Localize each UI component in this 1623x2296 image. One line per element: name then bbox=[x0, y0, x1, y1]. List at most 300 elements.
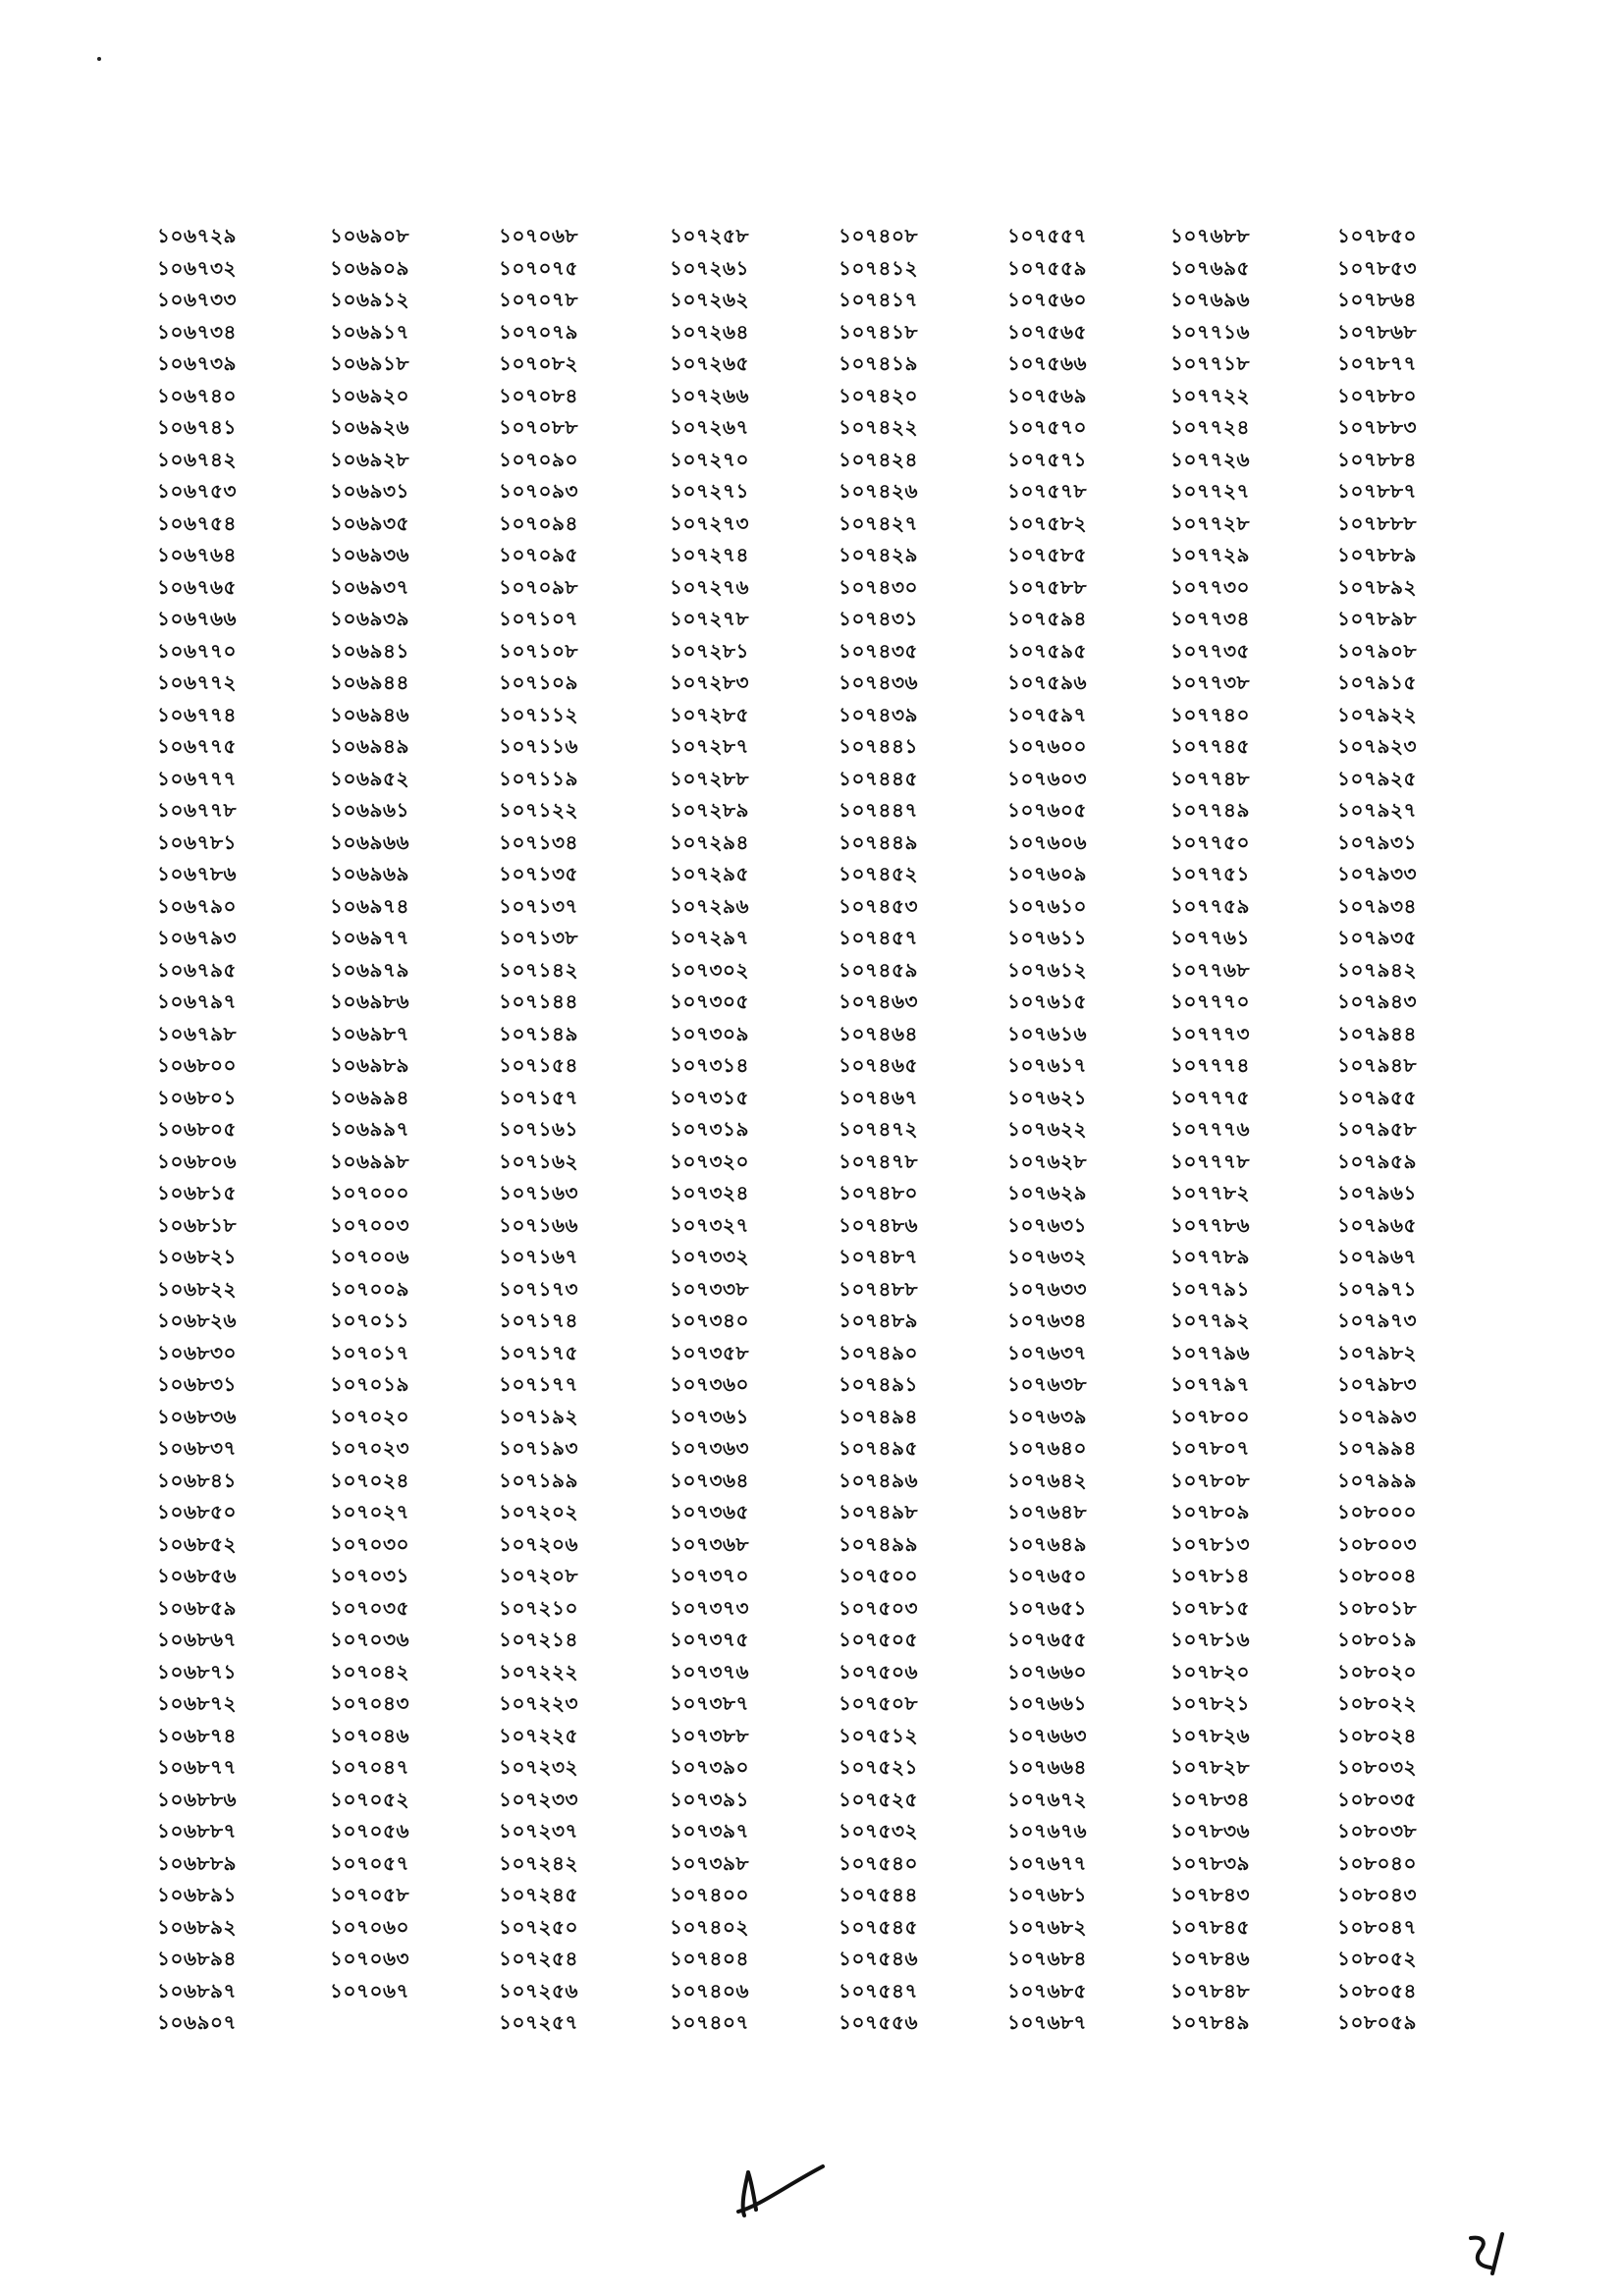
roll-number-cell: ১০৭৬৩২ bbox=[1007, 1245, 1087, 1268]
roll-number-cell: ১০৭৬২৮ bbox=[1007, 1148, 1087, 1173]
roll-number-cell: ১০৭৯৬৫ bbox=[1337, 1212, 1417, 1237]
roll-number-cell: ১০৭০২৪ bbox=[330, 1468, 409, 1492]
roll-number-cell: ১০৭৮২১ bbox=[1170, 1691, 1250, 1715]
roll-number-cell: ১০৭৫০০ bbox=[839, 1564, 918, 1587]
roll-number-cell: ১০৭৮৭৭ bbox=[1337, 351, 1417, 375]
roll-number-cell: ১০৬৮৩৭ bbox=[157, 1436, 237, 1460]
roll-number-cell: ১০৭৯৯৩ bbox=[1337, 1404, 1417, 1428]
roll-number-cell: ১০৬৮৩৬ bbox=[157, 1404, 237, 1428]
roll-number-cell: ১০৬৮৭৭ bbox=[157, 1755, 237, 1779]
roll-number-cell: ১০৭৪১৭ bbox=[839, 288, 918, 311]
roll-number-cell: ১০৭৫৪৪ bbox=[839, 1883, 918, 1906]
roll-number-cell: ১০৭৯৪৪ bbox=[1337, 1021, 1417, 1045]
roll-number-cell: ১০৭৬৪৯ bbox=[1007, 1531, 1087, 1556]
roll-number-cell: ১০৭৯৩১ bbox=[1337, 829, 1417, 854]
roll-number-cell: ১০৬৭৯০ bbox=[157, 893, 237, 918]
column-5 bbox=[817, 220, 984, 2039]
roll-number-cell: ১০৭৯৯৯ bbox=[1337, 1468, 1417, 1492]
roll-number-cell: ১০৭৬৪২ bbox=[1007, 1468, 1087, 1492]
roll-number-cell: ১০৭২৬১ bbox=[670, 255, 749, 280]
roll-number-cell: ১০৭০০৬ bbox=[330, 1245, 409, 1268]
roll-number-cell: ১০৭১৫৭ bbox=[499, 1085, 578, 1109]
roll-number-cell: ১০৭৬৮১ bbox=[1007, 1883, 1087, 1906]
roll-number-cell: ১০৭৬৯৬ bbox=[1170, 288, 1250, 311]
roll-number-cell: ১০৭৬১০ bbox=[1007, 893, 1087, 918]
roll-number-cell: ১০৭৭৯২ bbox=[1170, 1308, 1250, 1332]
roll-number-cell: ১০৬৮৫৯ bbox=[157, 1595, 237, 1620]
column-6 bbox=[984, 220, 1151, 2039]
roll-number-cell: ১০৭১০৭ bbox=[499, 607, 578, 630]
roll-number-cell: ১০৭৫৯৭ bbox=[1007, 702, 1087, 726]
roll-number-cell: ১০৭৮২৮ bbox=[1170, 1755, 1250, 1779]
roll-number-cell: ১০৭৪৮৯ bbox=[839, 1308, 918, 1332]
roll-number-cell: ১০৭১৭৪ bbox=[499, 1308, 578, 1332]
roll-number-cell: ১০৬৭৭৫ bbox=[157, 734, 237, 758]
roll-number-cell: ১০৬৯৩১ bbox=[330, 479, 409, 503]
roll-number-cell: ১০৭৮০৭ bbox=[1170, 1436, 1250, 1460]
roll-number-cell: ১০৬৯৪১ bbox=[330, 638, 409, 663]
roll-number-cell: ১০৭০৭৮ bbox=[499, 288, 578, 311]
roll-number-cell: ১০৭৬৩৩ bbox=[1007, 1276, 1087, 1301]
roll-number-cell: ১০৭২৮৩ bbox=[670, 670, 749, 694]
roll-number-cell: ১০৭৬৩৪ bbox=[1007, 1308, 1087, 1332]
roll-number-cell: ১০৭৯১৫ bbox=[1337, 670, 1417, 694]
roll-number-cell: ১০৭৭৪৮ bbox=[1170, 766, 1250, 790]
roll-number-cell: ১০৭৩৯৮ bbox=[670, 1850, 749, 1875]
roll-number-cell: ১০৭৬০৯ bbox=[1007, 862, 1087, 885]
roll-number-cell: ১০৭৪৩৯ bbox=[839, 702, 918, 726]
roll-number-cell: ১০৬৭৯৮ bbox=[157, 1021, 237, 1045]
roll-number-cell: ১০৭৯৬১ bbox=[1337, 1181, 1417, 1204]
roll-number-cell: ১০৭৬২৯ bbox=[1007, 1181, 1087, 1204]
roll-number-cell: ১০৬৮০১ bbox=[157, 1085, 237, 1109]
roll-number-cell: ১০৭২৮৮ bbox=[670, 766, 749, 790]
roll-number-cell: ১০৭৩৭০ bbox=[670, 1564, 749, 1587]
roll-number-cell: ১০৭৫০৮ bbox=[839, 1691, 918, 1715]
roll-number-cell: ১০৬৮৯৭ bbox=[157, 1978, 237, 2002]
roll-number-cell: ১০৭২৭৮ bbox=[670, 607, 749, 630]
roll-number-cell: ১০৭০৯০ bbox=[499, 447, 578, 471]
roll-number-cell: ১০৬৮৫৬ bbox=[157, 1564, 237, 1587]
roll-number-cell: ১০৭২৫৬ bbox=[499, 1978, 578, 2002]
roll-number-cell: ১০৬৯১৮ bbox=[330, 351, 409, 375]
roll-number-cell: ১০৭৫৯৬ bbox=[1007, 670, 1087, 694]
roll-number-cell: ১০৭৯২২ bbox=[1337, 702, 1417, 726]
roll-number-cell: ১০৭৬৩৯ bbox=[1007, 1404, 1087, 1428]
roll-number-cell: ১০৭২৫৭ bbox=[499, 2010, 578, 2034]
roll-number-cell: ১০৭৬৩৮ bbox=[1007, 1372, 1087, 1396]
roll-number-cell: ১০৬৯৩৭ bbox=[330, 574, 409, 599]
roll-number-cell: ১০৭৮৬৪ bbox=[1337, 288, 1417, 311]
roll-number-cell: ১০৭১১৬ bbox=[499, 734, 578, 758]
roll-number-cell: ১০৬৯৩৯ bbox=[330, 607, 409, 630]
roll-number-cell: ১০৭৪৯৪ bbox=[839, 1404, 918, 1428]
roll-number-cell: ১০৭১৩৪ bbox=[499, 829, 578, 854]
roll-number-cell: ১০৭৮৯২ bbox=[1337, 574, 1417, 599]
roll-number-cell: ১০৬৮৪১ bbox=[157, 1468, 237, 1492]
roll-number-cell: ১০৬৮৭২ bbox=[157, 1691, 237, 1715]
roll-number-cell: ১০৭৮৪৯ bbox=[1170, 2010, 1250, 2034]
roll-number-cell: ১০৮০৫৯ bbox=[1337, 2010, 1417, 2034]
roll-number-cell: ১০৭৫২৫ bbox=[839, 1787, 918, 1811]
roll-number-cell: ১০৭৬৯৫ bbox=[1170, 255, 1250, 280]
column-8 bbox=[1318, 220, 1485, 2039]
roll-number-cell: ১০৭০৬৭ bbox=[330, 1978, 409, 2002]
page-number-mark bbox=[1463, 2228, 1532, 2277]
roll-number-cell: ১০৭৯৮৩ bbox=[1337, 1372, 1417, 1396]
roll-number-cell: ১০৭৭৪৫ bbox=[1170, 734, 1250, 758]
roll-number-cell: ১০৭০২৭ bbox=[330, 1500, 409, 1523]
roll-number-cell: ১০৭৭৮৬ bbox=[1170, 1212, 1250, 1237]
roll-number-cell: ১০৭০৪৬ bbox=[330, 1723, 409, 1747]
roll-number-cell: ১০৭৭৫০ bbox=[1170, 829, 1250, 854]
roll-number-cell: ১০৬৭৮৬ bbox=[157, 862, 237, 885]
roll-number-cell: ১০৭২৮১ bbox=[670, 638, 749, 663]
roll-number-cell: ১০৬৭৬৪ bbox=[157, 543, 237, 566]
roll-number-cell: ১০৭৬৮২ bbox=[1007, 1914, 1087, 1939]
roll-number-cell: ১০৭৭৭৫ bbox=[1170, 1085, 1250, 1109]
roll-number-cell: ১০৭৭৩৫ bbox=[1170, 638, 1250, 663]
roll-number-cell: ১০৭১৬১ bbox=[499, 1117, 578, 1141]
roll-number-cell: ১০৮০৩২ bbox=[1337, 1755, 1417, 1779]
roll-number-cell: ১০৭৯২৩ bbox=[1337, 734, 1417, 758]
roll-number-cell: ১০৭২৭৩ bbox=[670, 510, 749, 535]
column-2 bbox=[316, 220, 483, 2039]
roll-number-cell: ১০৭৮৪৫ bbox=[1170, 1914, 1250, 1939]
roll-number-cell: ১০৭৮২০ bbox=[1170, 1659, 1250, 1683]
roll-number-cell: ১০৭৬৮৮ bbox=[1170, 224, 1250, 247]
roll-number-cell: ১০৭৭৭০ bbox=[1170, 989, 1250, 1013]
roll-number-cell: ১০৭৯৩৫ bbox=[1337, 926, 1417, 949]
roll-number-cell: ১০৬৯৫২ bbox=[330, 766, 409, 790]
roll-number-cell: ১০৬৮৮৭ bbox=[157, 1819, 237, 1842]
roll-number-cell: ১০৭৩৭৩ bbox=[670, 1595, 749, 1620]
roll-number-cell: ১০৭৪০০ bbox=[670, 1883, 749, 1906]
roll-number-cell: ১০৭৮৮৯ bbox=[1337, 543, 1417, 566]
roll-number-cell: ১০৭১৬২ bbox=[499, 1148, 578, 1173]
roll-number-cell: ১০৭০৩০ bbox=[330, 1531, 409, 1556]
roll-number-cell: ১০৭৪৯৬ bbox=[839, 1468, 918, 1492]
roll-number-cell: ১০৭৪৭২ bbox=[839, 1117, 918, 1141]
roll-number-cell: ১০৬৭৫৩ bbox=[157, 479, 237, 503]
roll-number-cell: ১০৭০১৭ bbox=[330, 1340, 409, 1364]
roll-number-cell: ১০৭২৬৭ bbox=[670, 415, 749, 439]
roll-number-cell: ১০৬৯১২ bbox=[330, 288, 409, 311]
roll-number-cell: ১০৭৩৬৪ bbox=[670, 1468, 749, 1492]
roll-number-cell: ১০৭৪৮৮ bbox=[839, 1276, 918, 1301]
roll-number-cell: ১০৭০৩১ bbox=[330, 1564, 409, 1587]
roll-number-cell: ১০৭৬২২ bbox=[1007, 1117, 1087, 1141]
roll-number-cell: ১০৬৭৭২ bbox=[157, 670, 237, 694]
roll-number-cell: ১০৭৩২৭ bbox=[670, 1212, 749, 1237]
roll-number-cell: ১০৭৮৮০ bbox=[1337, 383, 1417, 407]
roll-number-cell: ১০৭৫৭৮ bbox=[1007, 479, 1087, 503]
roll-number-cell: ১০৭২৬৬ bbox=[670, 383, 749, 407]
roll-number-cell: ১০৭৭৭৬ bbox=[1170, 1117, 1250, 1141]
roll-number-cell: ১০৭৪০৮ bbox=[839, 224, 918, 247]
roll-number-cell: ১০৭৩২০ bbox=[670, 1148, 749, 1173]
roll-number-cell: ১০৭৮০০ bbox=[1170, 1404, 1250, 1428]
roll-number-cell: ১০৭৭৮২ bbox=[1170, 1181, 1250, 1204]
roll-number-cell: ১০৭৮৯৮ bbox=[1337, 607, 1417, 630]
roll-number-cell: ১০৭০৫৬ bbox=[330, 1819, 409, 1842]
roll-number-cell: ১০৭৭৯১ bbox=[1170, 1276, 1250, 1301]
roll-number-cell: ১০৭৯৫৮ bbox=[1337, 1117, 1417, 1141]
roll-number-cell: ১০৭৪৯১ bbox=[839, 1372, 918, 1396]
roll-number-cell: ১০৭৪৯৮ bbox=[839, 1500, 918, 1523]
roll-number-cell: ১০৭৬৪০ bbox=[1007, 1436, 1087, 1460]
roll-number-cell: ১০৭৭৩৪ bbox=[1170, 607, 1250, 630]
roll-number-cell: ১০৭৪৮৭ bbox=[839, 1245, 918, 1268]
roll-number-cell: ১০৭৭৯৭ bbox=[1170, 1372, 1250, 1396]
roll-number-cell: ১০৭৫৪৭ bbox=[839, 1978, 918, 2002]
roll-number-cell: ১০৭৩০৯ bbox=[670, 1021, 749, 1045]
roll-number-cell: ১০৭৭২৭ bbox=[1170, 479, 1250, 503]
roll-number-cell: ১০৬৭৬৬ bbox=[157, 607, 237, 630]
roll-number-cell: ১০৭০১৯ bbox=[330, 1372, 409, 1396]
roll-number-cell: ১০৭৪৯৫ bbox=[839, 1436, 918, 1460]
roll-number-cell: ১০৭৭৬১ bbox=[1170, 926, 1250, 949]
scan-speck bbox=[97, 57, 101, 61]
roll-number-cell: ১০৭৯৩৪ bbox=[1337, 893, 1417, 918]
roll-number-cell: ১০৭৮৩৪ bbox=[1170, 1787, 1250, 1811]
roll-number-cell: ১০৭৪১২ bbox=[839, 255, 918, 280]
roll-number-cell: ১০৬৯০৮ bbox=[330, 224, 409, 247]
roll-number-cell: ১০৭৬০৩ bbox=[1007, 766, 1087, 790]
roll-number-cell: ১০৬৯৭৭ bbox=[330, 926, 409, 949]
roll-number-cell: ১০৭৯৯৪ bbox=[1337, 1436, 1417, 1460]
roll-number-cell: ১০৭৮৩৯ bbox=[1170, 1850, 1250, 1875]
roll-number-cell: ১০৭৮১৬ bbox=[1170, 1628, 1250, 1651]
roll-number-cell: ১০৭৭২৬ bbox=[1170, 447, 1250, 471]
roll-number-cell: ১০৭৫০৩ bbox=[839, 1595, 918, 1620]
roll-number-cell: ১০৭৩৬১ bbox=[670, 1404, 749, 1428]
roll-number-cell: ১০৬৮৯২ bbox=[157, 1914, 237, 1939]
roll-number-cell: ১০৮০৫৪ bbox=[1337, 1978, 1417, 2002]
roll-number-cell: ১০৭৯৫৫ bbox=[1337, 1085, 1417, 1109]
roll-number-cell: ১০৭৫৯৫ bbox=[1007, 638, 1087, 663]
roll-number-cell: ১০৭৪৭৮ bbox=[839, 1148, 918, 1173]
roll-number-cell: ১০৬৭৬৫ bbox=[157, 574, 237, 599]
roll-number-cell: ১০৭৪৫৯ bbox=[839, 957, 918, 982]
roll-number-cell: ১০৭৪৪১ bbox=[839, 734, 918, 758]
roll-number-cell: ১০৭০৩৫ bbox=[330, 1595, 409, 1620]
handwritten-signature bbox=[727, 2155, 835, 2223]
roll-number-cell: ১০৭৪২৪ bbox=[839, 447, 918, 471]
roll-number-cell: ১০৬৯২০ bbox=[330, 383, 409, 407]
roll-number-cell: ১০৭৫৬০ bbox=[1007, 288, 1087, 311]
roll-number-cell: ১০৭৭২৯ bbox=[1170, 543, 1250, 566]
roll-number-cell: ১০৭২৪৫ bbox=[499, 1883, 578, 1906]
roll-number-cell: ১০৭১৩৫ bbox=[499, 862, 578, 885]
roll-number-cell: ১০৭৩৭৬ bbox=[670, 1659, 749, 1683]
roll-number-cell: ১০৭৫৯৪ bbox=[1007, 607, 1087, 630]
roll-number-cell: ১০৭২৭১ bbox=[670, 479, 749, 503]
roll-number-cell: ১০৭৬৩৭ bbox=[1007, 1340, 1087, 1364]
roll-number-cell: ১০৭০৭৯ bbox=[499, 319, 578, 344]
roll-number-cell: ১০৭২২২ bbox=[499, 1659, 578, 1683]
roll-number-cell: ১০৭২৮৯ bbox=[670, 798, 749, 822]
roll-number-cell: ১০৭৭৫৯ bbox=[1170, 893, 1250, 918]
roll-number-cell: ১০৭৬৮৭ bbox=[1007, 2010, 1087, 2034]
roll-number-cell: ১০৭০৭৫ bbox=[499, 255, 578, 280]
roll-number-cell: ১০৭৩৯০ bbox=[670, 1755, 749, 1779]
roll-number-cell: ১০৭৬১৫ bbox=[1007, 989, 1087, 1013]
roll-number-cell: ১০৮০০৩ bbox=[1337, 1531, 1417, 1556]
roll-number-cell: ১০৬৯৪৯ bbox=[330, 734, 409, 758]
roll-number-cell: ১০৭০৪২ bbox=[330, 1659, 409, 1683]
roll-number-cell: ১০৭১২২ bbox=[499, 798, 578, 822]
roll-number-cell: ১০৭২৫০ bbox=[499, 1914, 578, 1939]
roll-number-cell: ১০৭২৮৫ bbox=[670, 702, 749, 726]
roll-number-cell: ১০৭০৬০ bbox=[330, 1914, 409, 1939]
roll-number-cell: ১০৭০০৯ bbox=[330, 1276, 409, 1301]
roll-number-cell: ১০৭৬২১ bbox=[1007, 1085, 1087, 1109]
roll-number-cell: ১০৭৭৫১ bbox=[1170, 862, 1250, 885]
roll-number-cell: ১০৭৮৪৬ bbox=[1170, 1947, 1250, 1970]
roll-number-cell: ১০৭৬৫১ bbox=[1007, 1595, 1087, 1620]
roll-number-cell: ১০৭২৩৭ bbox=[499, 1819, 578, 1842]
roll-number-cell: ১০৬৯৪৪ bbox=[330, 670, 409, 694]
roll-number-cell: ১০৭৪৩১ bbox=[839, 607, 918, 630]
roll-number-cell: ১০৭৮৩৬ bbox=[1170, 1819, 1250, 1842]
roll-number-cell: ১০৭৫৬৬ bbox=[1007, 351, 1087, 375]
roll-number-cell: ১০৮০২৪ bbox=[1337, 1723, 1417, 1747]
roll-number-cell: ১০৬৭৯৩ bbox=[157, 926, 237, 949]
roll-number-cell: ১০৭১৬৬ bbox=[499, 1212, 578, 1237]
roll-number-cell: ১০৭২৫৮ bbox=[670, 224, 749, 247]
roll-number-cell: ১০৭৪১৮ bbox=[839, 319, 918, 344]
roll-number-cell: ১০৭৭৪০ bbox=[1170, 702, 1250, 726]
roll-number-cell: ১০৬৭৮১ bbox=[157, 829, 237, 854]
roll-number-cell: ১০৬৭৪২ bbox=[157, 447, 237, 471]
column-7 bbox=[1151, 220, 1318, 2039]
roll-number-cell: ১০৭৫০৫ bbox=[839, 1628, 918, 1651]
roll-number-cell: ১০৭১৯৯ bbox=[499, 1468, 578, 1492]
roll-number-cell: ১০৬৭৩২ bbox=[157, 255, 237, 280]
roll-number-cell: ১০৭০৫৭ bbox=[330, 1850, 409, 1875]
roll-number-cell: ১০৭৩৮৮ bbox=[670, 1723, 749, 1747]
roll-number-cell: ১০৭০৮২ bbox=[499, 351, 578, 375]
roll-number-cell: ১০৭৭২৪ bbox=[1170, 415, 1250, 439]
roll-number-cell: ১০৬৯৮৬ bbox=[330, 989, 409, 1013]
roll-number-cell: ১০৭০৪৩ bbox=[330, 1691, 409, 1715]
roll-number-cell: ১০৭০৮৮ bbox=[499, 415, 578, 439]
roll-number-cell: ১০৭৪৫৩ bbox=[839, 893, 918, 918]
roll-number-cell: ১০৭৫৬৯ bbox=[1007, 383, 1087, 407]
roll-number-cell: ১০৭৫০৬ bbox=[839, 1659, 918, 1683]
roll-number-cell: ১০৭১৬৩ bbox=[499, 1181, 578, 1204]
roll-number-cell: ১০৭৪২৭ bbox=[839, 510, 918, 535]
roll-number-cell: ১০৮০৪৭ bbox=[1337, 1914, 1417, 1939]
roll-number-cell: ১০৭২৯৪ bbox=[670, 829, 749, 854]
roll-number-cell: ১০৭৫৫৯ bbox=[1007, 255, 1087, 280]
roll-number-cell: ১০৭৬৬৩ bbox=[1007, 1723, 1087, 1747]
roll-number-cell: ১০৭১৯৩ bbox=[499, 1436, 578, 1460]
roll-number-cell: ১০৬৭৩৩ bbox=[157, 288, 237, 311]
roll-number-cell: ১০৭৭১৬ bbox=[1170, 319, 1250, 344]
roll-number-cell: ১০৭৮০৮ bbox=[1170, 1468, 1250, 1492]
roll-number-cell: ১০৭৯৪৩ bbox=[1337, 989, 1417, 1013]
roll-number-cell: ১০৬৭৪১ bbox=[157, 415, 237, 439]
roll-number-cell: ১০৬৯০৭ bbox=[157, 2010, 237, 2034]
roll-number-cell: ১০৭২২৩ bbox=[499, 1691, 578, 1715]
roll-number-cell: ১০৭৮১৪ bbox=[1170, 1564, 1250, 1587]
roll-number-cell: ১০৭৮৪৩ bbox=[1170, 1883, 1250, 1906]
roll-number-cell: ১০৭৫৮২ bbox=[1007, 510, 1087, 535]
roll-number-cell: ১০৭০৯৪ bbox=[499, 510, 578, 535]
roll-number-cell: ১০৮০২০ bbox=[1337, 1659, 1417, 1683]
roll-number-cell: ১০৭৩৬৩ bbox=[670, 1436, 749, 1460]
roll-number-cell: ১০৭৮২৬ bbox=[1170, 1723, 1250, 1747]
roll-number-cell: ১০৬৮৩০ bbox=[157, 1340, 237, 1364]
roll-number-cell: ১০৭৬৭৬ bbox=[1007, 1819, 1087, 1842]
roll-number-cell: ১০৭৭৯৬ bbox=[1170, 1340, 1250, 1364]
roll-number-cell: ১০৭২৯৭ bbox=[670, 926, 749, 949]
roll-number-cell: ১০৭৩৪০ bbox=[670, 1308, 749, 1332]
roll-number-cell: ১০৭১৫৪ bbox=[499, 1053, 578, 1077]
roll-number-cell: ১০৭৮৪৮ bbox=[1170, 1978, 1250, 2002]
roll-number-cell: ১০৭২৬৫ bbox=[670, 351, 749, 375]
roll-number-cell: ১০৭৩৬০ bbox=[670, 1372, 749, 1396]
roll-number-cell: ১০৭৪৫২ bbox=[839, 862, 918, 885]
roll-number-cell: ১০৬৯৬১ bbox=[330, 798, 409, 822]
roll-number-cell: ১০৭২৮৭ bbox=[670, 734, 749, 758]
roll-number-cell: ১০৮০০৪ bbox=[1337, 1564, 1417, 1587]
roll-number-cell: ১০৭৮০৯ bbox=[1170, 1500, 1250, 1523]
roll-number-cell: ১০৭৯৮২ bbox=[1337, 1340, 1417, 1364]
roll-number-cell: ১০৭০২৩ bbox=[330, 1436, 409, 1460]
roll-number-cell: ১০৭০৯৫ bbox=[499, 543, 578, 566]
roll-number-cell: ১০৭৫১২ bbox=[839, 1723, 918, 1747]
roll-number-cell: ১০৭৬৮৪ bbox=[1007, 1947, 1087, 1970]
roll-number-cell: ১০৬৮৯১ bbox=[157, 1883, 237, 1906]
roll-number-cell: ১০৬৮৫০ bbox=[157, 1500, 237, 1523]
roll-number-cell: ১০৬৯০৯ bbox=[330, 255, 409, 280]
roll-number-cell: ১০৬৭৭৪ bbox=[157, 702, 237, 726]
roll-number-cell: ১০৭২৯৫ bbox=[670, 862, 749, 885]
roll-number-cell: ১০৭১৩৮ bbox=[499, 926, 578, 949]
roll-number-cell: ১০৭৪৩০ bbox=[839, 574, 918, 599]
roll-number-cell: ১০৬৭৯৫ bbox=[157, 957, 237, 982]
roll-number-cell: ১০৭১৭৩ bbox=[499, 1276, 578, 1301]
roll-number-cell: ১০৭৮৫০ bbox=[1337, 224, 1417, 247]
roll-number-cell: ১০৬৮৭৪ bbox=[157, 1723, 237, 1747]
roll-number-cell: ১০৭৬৭২ bbox=[1007, 1787, 1087, 1811]
roll-number-cell: ১০৭৪২০ bbox=[839, 383, 918, 407]
roll-number-cell: ১০৭৫২১ bbox=[839, 1755, 918, 1779]
roll-number-cell: ১০৬৭৩৪ bbox=[157, 319, 237, 344]
roll-number-cell: ১০৭০৫২ bbox=[330, 1787, 409, 1811]
roll-number-cell: ১০৭২৪২ bbox=[499, 1850, 578, 1875]
roll-number-cell: ১০৬৮০৬ bbox=[157, 1148, 237, 1173]
roll-number-cell: ১০৭৪১৯ bbox=[839, 351, 918, 375]
roll-number-cell: ১০৭৪০২ bbox=[670, 1914, 749, 1939]
roll-number-cell: ১০৭৪৬৭ bbox=[839, 1085, 918, 1109]
roll-number-cell: ১০৬৮৩১ bbox=[157, 1372, 237, 1396]
roll-number-cell: ১০৭৬৭৭ bbox=[1007, 1850, 1087, 1875]
roll-number-cell: ১০৭০১১ bbox=[330, 1308, 409, 1332]
roll-number-cell: ১০৬৭৭৭ bbox=[157, 766, 237, 790]
roll-number-cell: ১০৬৮৮৬ bbox=[157, 1787, 237, 1811]
roll-number-cell: ১০৭০৬৩ bbox=[330, 1947, 409, 1970]
roll-number-cell: ১০৭৮৬৮ bbox=[1337, 319, 1417, 344]
roll-number-cell: ১০৭৭৪৯ bbox=[1170, 798, 1250, 822]
roll-number-cell: ১০৭৬৫০ bbox=[1007, 1564, 1087, 1587]
roll-number-cell: ১০৭৫৩২ bbox=[839, 1819, 918, 1842]
roll-number-cell: ১০৬৭৭০ bbox=[157, 638, 237, 663]
roll-number-cell: ১০৭৬৫৫ bbox=[1007, 1628, 1087, 1651]
